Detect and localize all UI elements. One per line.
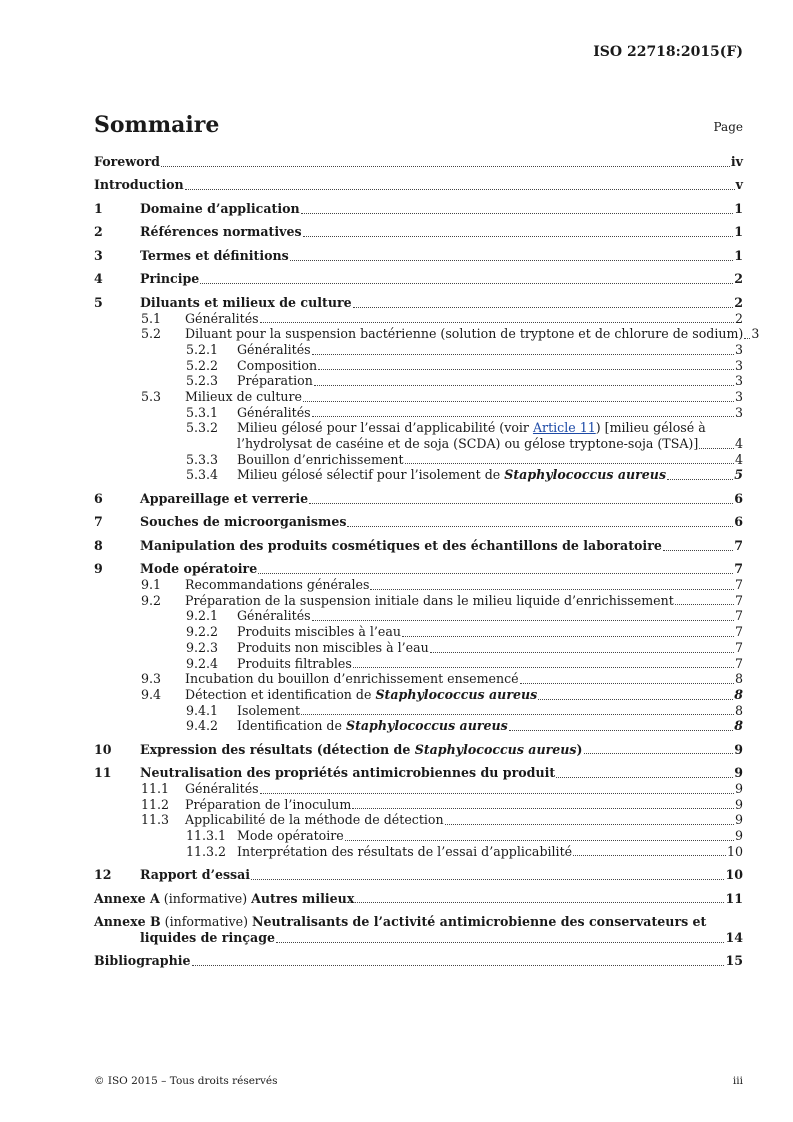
leader-dots xyxy=(312,415,734,417)
table-of-contents xyxy=(94,154,760,969)
leader-dots xyxy=(185,188,735,190)
leader-dots xyxy=(258,572,733,574)
leader-dots xyxy=(445,823,734,825)
leader-dots xyxy=(699,447,734,449)
toc-entry-5-3-2-cont[interactable]: l’hydrolysat de caséine et de soja (SCDA) ou gélose tryptone-soja (TSA)] 4 xyxy=(237,436,743,452)
toc-entry-introduction[interactable]: Introduction v xyxy=(94,177,743,193)
leader-dots xyxy=(347,525,733,527)
leader-dots xyxy=(370,588,734,590)
document-standard-id: ISO 22718:2015(F) xyxy=(593,44,743,60)
toc-entry-5-3[interactable]: 5.3 Milieux de culture 3 xyxy=(141,389,743,405)
toc-entry-11-3-2[interactable]: 11.3.2 Interprétation des résultats de l’essai d’applicabilité 10 xyxy=(186,843,743,859)
toc-entry-5-3-3[interactable]: 5.3.3 Bouillon d’enrichissement 4 xyxy=(186,451,743,467)
toc-entry-5-3-4[interactable]: 5.3.4 Milieu gélosé sélectif pour l’isolement de Staphylococcus aureus 5 xyxy=(186,467,743,483)
leader-dots xyxy=(345,839,734,841)
leader-dots xyxy=(509,729,733,731)
toc-entry-11-1[interactable]: 11.1 Généralités 9 xyxy=(141,780,743,796)
page-column-label: Page xyxy=(713,120,743,134)
toc-entry-9-2-3[interactable]: 9.2.3 Produits non miscibles à l’eau 7 xyxy=(186,639,743,655)
leader-dots xyxy=(301,212,734,214)
leader-dots xyxy=(312,619,734,621)
toc-entry-5-2[interactable]: 5.2 Diluant pour la suspension bactérienne (solution de tryptone et de chlorure de sodium) 3 xyxy=(141,326,760,342)
toc-entry-8[interactable]: 8 Manipulation des produits cosmétiques et des échantillons de laboratoire 7 xyxy=(94,537,743,553)
toc-entry-9-1[interactable]: 9.1 Recommandations générales 7 xyxy=(141,577,743,593)
leader-dots xyxy=(663,549,733,551)
article-11-link[interactable]: Article 11 xyxy=(532,420,596,436)
toc-entry-annex-b-cont[interactable]: liquides de rinçage 14 xyxy=(140,929,743,945)
toc-entry-5[interactable]: 5 Diluants et milieux de culture 2 xyxy=(94,294,743,310)
toc-entry-foreword[interactable]: Foreword iv xyxy=(94,154,743,169)
leader-dots xyxy=(303,400,734,402)
toc-entry-9-4-2[interactable]: 9.4.2 Identification de Staphylococcus aureus 8 xyxy=(186,718,743,734)
leader-dots xyxy=(353,306,734,308)
leader-dots xyxy=(260,792,734,794)
leader-dots xyxy=(675,603,734,605)
toc-entry-7[interactable]: 7 Souches de microorganismes 6 xyxy=(94,514,743,530)
leader-dots xyxy=(584,752,734,754)
toc-entry-5-1[interactable]: 5.1 Généralités 2 xyxy=(141,310,743,326)
leader-dots xyxy=(312,353,734,355)
toc-entry-bibliographie[interactable]: Bibliographie 15 xyxy=(94,953,743,969)
leader-dots xyxy=(260,321,734,323)
toc-entry-5-2-3[interactable]: 5.2.3 Préparation 3 xyxy=(186,373,743,389)
leader-dots xyxy=(314,384,734,386)
leader-dots xyxy=(667,478,733,480)
leader-dots xyxy=(303,235,734,237)
leader-dots xyxy=(318,368,734,370)
toc-entry-11[interactable]: 11 Neutralisation des propriétés antimicrobiennes du produit 9 xyxy=(94,765,743,781)
toc-entry-9-2-4[interactable]: 9.2.4 Produits filtrables 7 xyxy=(186,655,743,671)
toc-entry-6[interactable]: 6 Appareillage et verrerie 6 xyxy=(94,490,743,506)
toc-entry-4[interactable]: 4 Principe 2 xyxy=(94,271,743,287)
toc-entry-2[interactable]: 2 Références normatives 1 xyxy=(94,224,743,240)
leader-dots xyxy=(352,807,734,809)
leader-dots xyxy=(251,878,724,880)
leader-dots xyxy=(355,901,724,903)
leader-dots xyxy=(573,854,726,856)
leader-dots xyxy=(538,698,733,700)
toc-entry-10[interactable]: 10 Expression des résultats (détection de Staphylococcus aureus) 9 xyxy=(94,741,743,757)
toc-entry-annex-a[interactable]: Annexe A (informative) Autres milieux 11 xyxy=(94,890,743,906)
page-title: Sommaire xyxy=(94,112,220,138)
leader-dots xyxy=(192,964,725,966)
leader-dots xyxy=(301,713,734,715)
toc-entry-9[interactable]: 9 Mode opératoire 7 xyxy=(94,561,743,577)
leader-dots xyxy=(520,682,734,684)
toc-entry-5-3-2[interactable]: 5.3.2 Milieu gélosé pour l’essai d’applicabilité (voir Article 11) [milieu gélosé à xyxy=(186,420,706,436)
toc-entry-11-3-1[interactable]: 11.3.1 Mode opératoire 9 xyxy=(186,828,743,843)
toc-entry-annex-b[interactable]: Annexe B (informative) Neutralisants de l’activité antimicrobienne des conservateurs et xyxy=(94,914,707,930)
leader-dots xyxy=(744,337,750,339)
toc-entry-5-2-1[interactable]: 5.2.1 Généralités 3 xyxy=(186,341,743,357)
toc-entry-11-2[interactable]: 11.2 Préparation de l’inoculum 9 xyxy=(141,796,743,812)
leader-dots xyxy=(430,651,734,653)
footer-copyright: © ISO 2015 – Tous droits réservés xyxy=(94,1075,278,1087)
toc-entry-9-2-2[interactable]: 9.2.2 Produits miscibles à l’eau 7 xyxy=(186,624,743,640)
leader-dots xyxy=(161,165,730,167)
toc-entry-9-3[interactable]: 9.3 Incubation du bouillon d’enrichissement ensemencé 8 xyxy=(141,671,743,687)
toc-entry-1[interactable]: 1 Domaine d’application 1 xyxy=(94,200,743,216)
toc-entry-9-4-1[interactable]: 9.4.1 Isolement 8 xyxy=(186,702,743,718)
leader-dots xyxy=(309,502,733,504)
leader-dots xyxy=(402,635,734,637)
toc-entry-5-2-2[interactable]: 5.2.2 Composition 3 xyxy=(186,357,743,373)
toc-entry-9-4[interactable]: 9.4 Détection et identification de Staphylococcus aureus 8 xyxy=(141,686,743,702)
leader-dots xyxy=(276,941,724,943)
leader-dots xyxy=(353,666,734,668)
toc-entry-11-3[interactable]: 11.3 Applicabilité de la méthode de détection 9 xyxy=(141,812,743,828)
leader-dots xyxy=(556,776,733,778)
leader-dots xyxy=(200,282,733,284)
toc-entry-3[interactable]: 3 Termes et définitions 1 xyxy=(94,247,743,263)
toc-entry-9-2[interactable]: 9.2 Préparation de la suspension initiale dans le milieu liquide d’enrichissement 7 xyxy=(141,592,743,608)
leader-dots xyxy=(405,462,734,464)
toc-entry-12[interactable]: 12 Rapport d’essai 10 xyxy=(94,867,743,883)
toc-entry-5-3-1[interactable]: 5.3.1 Généralités 3 xyxy=(186,404,743,420)
footer-page-number: iii xyxy=(732,1075,743,1087)
toc-entry-9-2-1[interactable]: 9.2.1 Généralités 7 xyxy=(186,608,743,624)
leader-dots xyxy=(290,259,733,261)
